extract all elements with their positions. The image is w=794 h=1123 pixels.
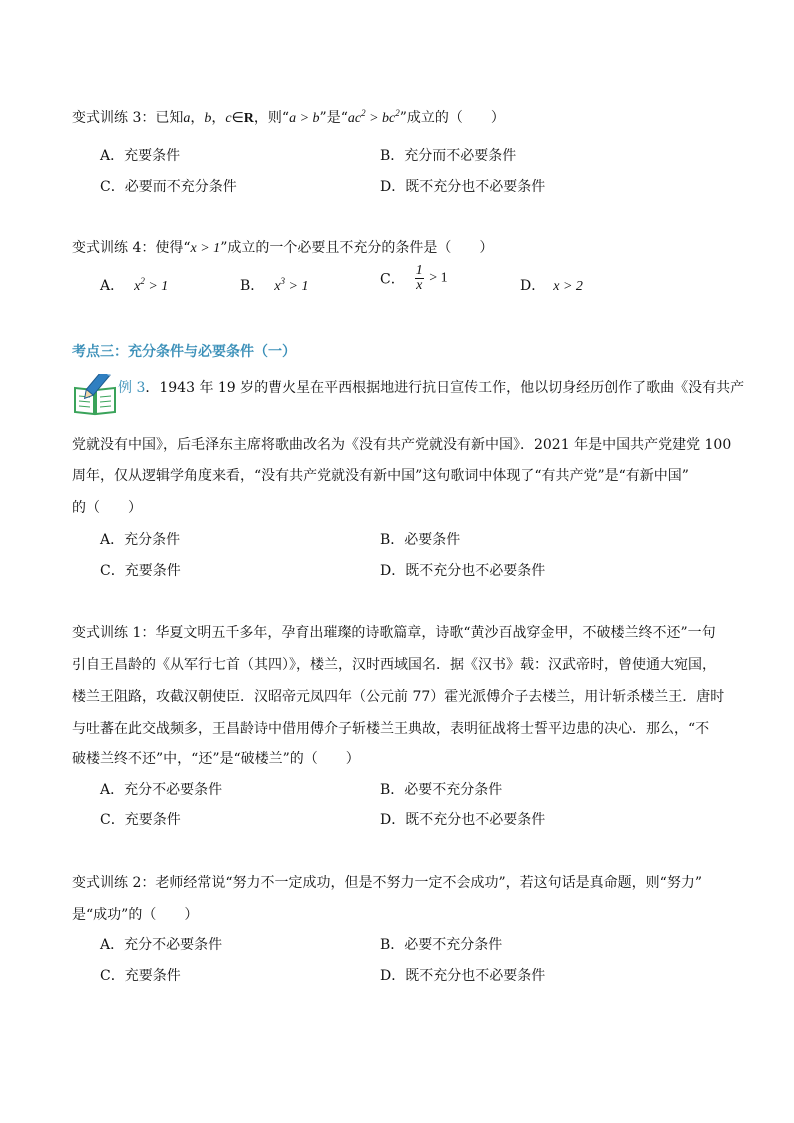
example3-option-d[interactable]: D．既不充分也不必要条件	[380, 563, 546, 579]
q3-cond2: $ac^2 > bc^2$	[347, 108, 400, 126]
book-pencil-icon	[72, 374, 118, 416]
v2-option-b[interactable]: B．必要不充分条件	[380, 937, 503, 953]
v2-option-a[interactable]: A．充分不必要条件	[100, 937, 223, 953]
v2-line1: 变式训练 2：老师经常说“努力不一定成功，但是不努力一定不会成功”，若这句话是真命题，则“努力”	[72, 875, 702, 891]
q4-cond: x > 1	[190, 241, 221, 256]
section-title: 考点三：充分条件与必要条件（一）	[72, 344, 296, 360]
example3-option-b[interactable]: B．必要条件	[380, 532, 461, 548]
q3-set-R: R	[243, 111, 254, 126]
q3-cond1: a > b	[289, 111, 320, 126]
example3-option-c[interactable]: C．充要条件	[100, 563, 181, 579]
q3-var-c: c	[225, 111, 232, 126]
v1-line4: 与吐蕃在此交战频多，王昌龄诗中借用傅介子斩楼兰王典故，表明征战将士誓平边患的决心．那么，“不	[72, 721, 710, 737]
q3-prefix: 变式训练 3：已知	[72, 110, 184, 126]
q4-option-b[interactable]: B． $x^3 > 1$	[240, 276, 309, 294]
v1-option-d[interactable]: D．既不充分也不必要条件	[380, 812, 546, 828]
v1-option-c[interactable]: C．充要条件	[100, 812, 181, 828]
q3-option-a[interactable]: A．充要条件	[100, 148, 181, 164]
example3-line2: 党就没有中国》，后毛泽东主席将歌曲改名为《没有共产党就没有新中国》．2021 年是中国共产党建党 100	[72, 437, 732, 453]
example3-line4: 的（ ）	[72, 500, 142, 516]
q4-option-a[interactable]: A． $x^2 > 1$	[100, 276, 169, 294]
v1-line2: 引自王昌龄的《从军行七首（其四）》，楼兰，汉时西域国名．据《汉书》载：汉武帝时，曾使通大宛国，	[72, 657, 716, 673]
example3-option-a[interactable]: A．充分条件	[100, 532, 181, 548]
v2-line2: 是“成功”的（ ）	[72, 907, 199, 923]
v2-option-c[interactable]: C．充要条件	[100, 968, 181, 984]
q3-option-d[interactable]: D．既不充分也不必要条件	[380, 179, 546, 195]
v1-option-b[interactable]: B．必要不充分条件	[380, 782, 503, 798]
v1-line5: 破楼兰终不还”中，“还”是“破楼兰”的（ ）	[72, 751, 360, 767]
v2-option-d[interactable]: D．既不充分也不必要条件	[380, 968, 546, 984]
q4-option-d[interactable]: D． x > 2	[520, 278, 583, 294]
q3-option-c[interactable]: C．必要而不充分条件	[100, 179, 237, 195]
q4-option-c[interactable]: C． $\frac{1}{x}$ > 1	[380, 263, 448, 293]
q3-stem: 变式训练 3：已知a，b，c∈R，则“a > b”是“$ac^2 > bc^2$”成立的（ ）	[72, 108, 505, 126]
v1-line3: 楼兰王阻路，攻截汉朝使臣．汉昭帝元凤四年（公元前 77）霍光派傅介子去楼兰，用计斩杀楼兰王．唐时	[72, 689, 725, 705]
v1-line1: 变式训练 1：华夏文明五千多年，孕育出璀璨的诗歌篇章，诗歌“黄沙百战穿金甲，不破楼兰终不还”一句	[72, 625, 716, 641]
q4-stem: 变式训练 4：使得“x > 1”成立的一个必要且不充分的条件是（ ）	[72, 240, 494, 256]
q3-var-a: a	[183, 111, 191, 126]
example3-line3: 周年，仅从逻辑学角度来看，“没有共产党就没有新中国”这句歌词中体现了“有共产党”是“有新中国”	[72, 468, 689, 484]
q3-option-b[interactable]: B．充分而不必要条件	[380, 148, 517, 164]
q3-var-b: b	[204, 111, 212, 126]
v1-option-a[interactable]: A．充分不必要条件	[100, 782, 223, 798]
example3-line1: 例 3．1943 年 19 岁的曹火星在平西根据地进行抗日宣传工作，他以切身经历创作了歌曲《没有共产	[118, 380, 745, 396]
example3-label: 例 3	[118, 380, 146, 396]
